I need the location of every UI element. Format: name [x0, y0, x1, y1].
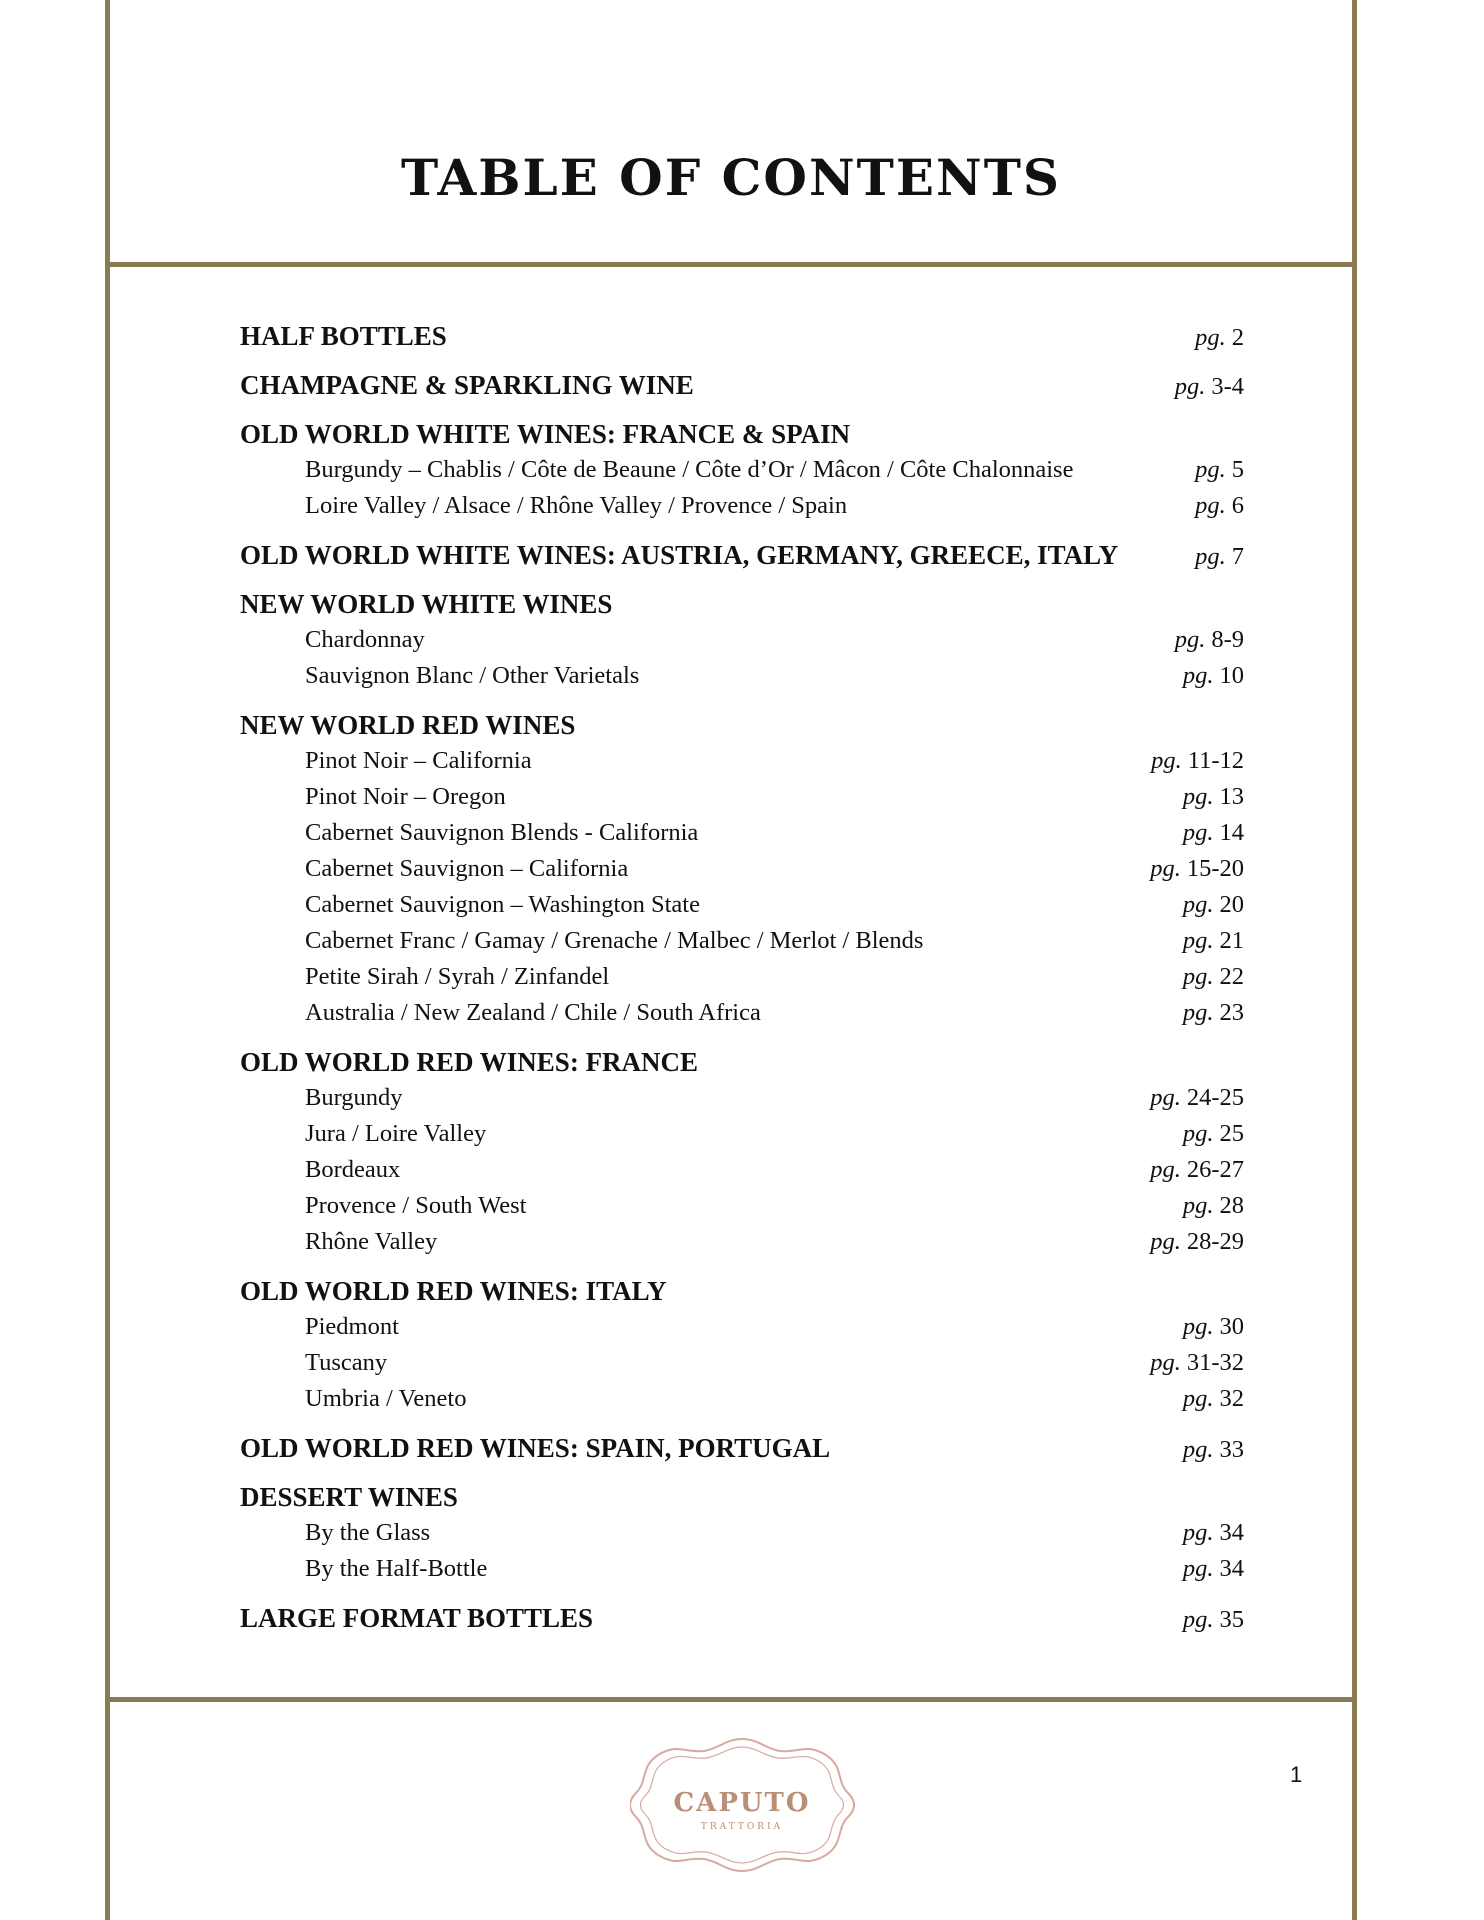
- page-prefix: pg.: [1151, 747, 1182, 774]
- page-reference: [1183, 1309, 1244, 1345]
- page-number-ref: 28-29: [1186, 1228, 1244, 1255]
- page-prefix: pg.: [1182, 783, 1214, 810]
- page-prefix: pg.: [1195, 543, 1226, 570]
- toc-heading-row: [240, 1273, 1244, 1309]
- toc-heading: OLD WORLD WHITE WINES: FRANCE & SPAIN: [240, 419, 851, 449]
- toc-entry: [240, 1381, 1244, 1417]
- toc-heading: HALF BOTTLES: [240, 321, 447, 351]
- toc-entry: [240, 1515, 1244, 1551]
- page-prefix: pg.: [1182, 1519, 1214, 1546]
- page-reference: [1150, 1224, 1244, 1260]
- page-prefix: pg.: [1182, 1313, 1214, 1340]
- page-number-ref: 31-32: [1186, 1349, 1244, 1376]
- toc-entry-label: Piedmont: [305, 1313, 399, 1340]
- toc-entry-label: Umbria / Veneto: [305, 1385, 467, 1412]
- toc-entry: [240, 743, 1244, 779]
- page-prefix: pg.: [1182, 662, 1214, 689]
- toc-heading: OLD WORLD RED WINES: ITALY: [240, 1276, 667, 1306]
- toc-entry: [240, 851, 1244, 887]
- toc-entry-label: Provence / South West: [305, 1192, 527, 1219]
- toc-entry: [240, 658, 1244, 694]
- page-number-ref: 30: [1219, 1313, 1244, 1340]
- toc-entry-label: Pinot Noir – California: [305, 747, 532, 774]
- toc-entry: [240, 1116, 1244, 1152]
- toc-entry: [240, 452, 1244, 488]
- toc-entry: [240, 779, 1244, 815]
- page-number-ref: 23: [1219, 999, 1244, 1026]
- page-number-ref: 32: [1219, 1385, 1244, 1412]
- toc-entry-label: Cabernet Sauvignon – California: [305, 855, 629, 882]
- toc-entry-label: Pinot Noir – Oregon: [305, 783, 506, 810]
- toc-section: [240, 1044, 1244, 1260]
- page-reference: [1150, 851, 1244, 887]
- page-number-ref: 24-25: [1186, 1084, 1244, 1111]
- toc-entry: [240, 1309, 1244, 1345]
- page-number-ref: 7: [1231, 543, 1244, 570]
- page-number-ref: 21: [1219, 927, 1244, 954]
- toc-section: [240, 416, 1244, 524]
- page-number-ref: 35: [1219, 1606, 1244, 1633]
- toc-heading-row: [240, 707, 1244, 743]
- header-divider: [105, 262, 1357, 267]
- page-reference: [1183, 779, 1244, 815]
- page-reference: [1175, 622, 1244, 658]
- toc-entry-label: Loire Valley / Alsace / Rhône Valley / Provence / Spain: [305, 492, 848, 519]
- toc-heading-row: [240, 1479, 1244, 1515]
- toc-section: [240, 586, 1244, 694]
- page-reference: [1195, 320, 1244, 356]
- toc-heading-row: [240, 537, 1244, 573]
- page-number-ref: 10: [1219, 662, 1244, 689]
- page-number-ref: 28: [1219, 1192, 1244, 1219]
- page-number-ref: 25: [1219, 1120, 1244, 1147]
- page-reference: [1183, 923, 1244, 959]
- toc-heading-row: [240, 586, 1244, 622]
- page-reference: [1150, 1345, 1244, 1381]
- toc-entry: [240, 995, 1244, 1031]
- toc-entry: [240, 1188, 1244, 1224]
- toc-entry: [240, 1152, 1244, 1188]
- page-number-ref: 8-9: [1211, 626, 1244, 653]
- toc-entry-label: Cabernet Sauvignon – Washington State: [305, 891, 700, 918]
- toc-entry-label: Bordeaux: [305, 1156, 401, 1183]
- toc-heading-row: [240, 367, 1244, 403]
- toc-heading: NEW WORLD RED WINES: [240, 710, 576, 740]
- page-reference: [1150, 1080, 1244, 1116]
- page-number-ref: 34: [1219, 1555, 1244, 1582]
- page-frame-left: [105, 0, 110, 1920]
- toc-entry: [240, 1345, 1244, 1381]
- page-prefix: pg.: [1174, 373, 1206, 400]
- toc-entry-label: By the Glass: [305, 1519, 431, 1546]
- page-reference: [1183, 1515, 1244, 1551]
- page-reference: [1175, 369, 1244, 405]
- page-prefix: pg.: [1182, 1555, 1214, 1582]
- page-prefix: pg.: [1182, 891, 1214, 918]
- page-prefix: pg.: [1182, 927, 1214, 954]
- page-prefix: pg.: [1182, 1385, 1214, 1412]
- page-number-ref: 3-4: [1211, 373, 1244, 400]
- page-prefix: pg.: [1150, 1228, 1181, 1255]
- toc-heading-row: [240, 1430, 1244, 1466]
- toc-section: [240, 367, 1244, 403]
- page-prefix: pg.: [1150, 1156, 1181, 1183]
- toc-entry-label: Burgundy: [305, 1084, 403, 1111]
- page-prefix: pg.: [1195, 324, 1226, 351]
- toc-entry-label: Jura / Loire Valley: [305, 1120, 487, 1147]
- toc-section: [240, 707, 1244, 1031]
- page-number-ref: 14: [1219, 819, 1244, 846]
- page-prefix: pg.: [1182, 1192, 1214, 1219]
- toc-heading-row: [240, 1044, 1244, 1080]
- toc-entry: [240, 1224, 1244, 1260]
- page-reference: [1150, 1152, 1244, 1188]
- toc-heading: CHAMPAGNE & SPARKLING WINE: [240, 370, 694, 400]
- footer-divider: [105, 1697, 1357, 1702]
- toc-entry-label: By the Half-Bottle: [305, 1555, 488, 1582]
- page-reference: [1183, 1432, 1244, 1468]
- page-reference: [1151, 743, 1244, 779]
- page-number-ref: 20: [1219, 891, 1244, 918]
- page-number-ref: 33: [1219, 1436, 1244, 1463]
- toc-section: [240, 1479, 1244, 1587]
- page-prefix: pg.: [1182, 819, 1214, 846]
- page-number-ref: 34: [1219, 1519, 1244, 1546]
- page-reference: [1183, 658, 1244, 694]
- page-reference: [1183, 815, 1244, 851]
- toc-heading-row: [240, 416, 1244, 452]
- page-number-ref: 13: [1219, 783, 1244, 810]
- toc-entry-label: Petite Sirah / Syrah / Zinfandel: [305, 963, 610, 990]
- toc-entry-label: Cabernet Sauvignon Blends - California: [305, 819, 699, 846]
- page-prefix: pg.: [1174, 626, 1206, 653]
- toc-heading: OLD WORLD RED WINES: SPAIN, PORTUGAL: [240, 1433, 831, 1463]
- toc-entry-label: Chardonnay: [305, 626, 425, 653]
- page-prefix: pg.: [1182, 1436, 1214, 1463]
- toc-entry-label: Australia / New Zealand / Chile / South Africa: [305, 999, 761, 1026]
- toc-heading-row: [240, 1600, 1244, 1636]
- toc-entry: [240, 887, 1244, 923]
- toc-section: [240, 1600, 1244, 1636]
- page-reference: [1183, 1381, 1244, 1417]
- toc-entry-label: Sauvignon Blanc / Other Varietals: [305, 662, 640, 689]
- toc-heading: OLD WORLD RED WINES: FRANCE: [240, 1047, 699, 1077]
- toc-entry-label: Rhône Valley: [305, 1228, 438, 1255]
- page-prefix: pg.: [1195, 456, 1226, 483]
- page-number-ref: 22: [1219, 963, 1244, 990]
- page-reference: [1183, 1188, 1244, 1224]
- page-reference: [1195, 539, 1244, 575]
- page-number: 1: [1290, 1762, 1303, 1787]
- caputo-trattoria-logo: [630, 1735, 855, 1875]
- page-title: TABLE OF CONTENTS: [400, 148, 1062, 207]
- toc-entry: [240, 923, 1244, 959]
- page-prefix: pg.: [1182, 1606, 1214, 1633]
- logo-name: CAPUTO: [673, 1788, 811, 1818]
- toc-entry: [240, 815, 1244, 851]
- page-reference: [1183, 887, 1244, 923]
- page-reference: [1195, 452, 1244, 488]
- toc-entry-label: Burgundy – Chablis / Côte de Beaune / Côte d’Or / Mâcon / Côte Chalonnaise: [305, 456, 1074, 483]
- toc-entry-label: Tuscany: [305, 1349, 388, 1376]
- page-number-ref: 6: [1231, 492, 1244, 519]
- page-reference: [1183, 1551, 1244, 1587]
- toc-heading: LARGE FORMAT BOTTLES: [240, 1603, 594, 1633]
- toc-heading: NEW WORLD WHITE WINES: [240, 589, 613, 619]
- toc-entry: [240, 1551, 1244, 1587]
- toc-section: [240, 318, 1244, 354]
- page-reference: [1183, 995, 1244, 1031]
- toc-entry: [240, 1080, 1244, 1116]
- page-number-ref: 11-12: [1187, 747, 1244, 774]
- toc-heading: DESSERT WINES: [240, 1482, 458, 1512]
- toc-section: [240, 1430, 1244, 1466]
- page-reference: [1183, 1116, 1244, 1152]
- toc-entry: [240, 488, 1244, 524]
- logo-sub: TRATTORIA: [700, 1822, 784, 1832]
- toc-heading-row: [240, 318, 1244, 354]
- page-frame-right: [1352, 0, 1357, 1920]
- page-prefix: pg.: [1150, 855, 1181, 882]
- page-number-ref: 5: [1231, 456, 1244, 483]
- page-reference: [1183, 959, 1244, 995]
- toc-entry-label: Cabernet Franc / Gamay / Grenache / Malbec / Merlot / Blends: [305, 927, 924, 954]
- table-of-contents: [240, 318, 1244, 1649]
- page-prefix: pg.: [1150, 1084, 1181, 1111]
- page-prefix: pg.: [1150, 1349, 1181, 1376]
- page-prefix: pg.: [1195, 492, 1226, 519]
- toc-section: [240, 1273, 1244, 1417]
- toc-section: [240, 537, 1244, 573]
- page-prefix: pg.: [1182, 1120, 1214, 1147]
- toc-entry: [240, 622, 1244, 658]
- page-number-ref: 2: [1231, 324, 1244, 351]
- page-reference: [1183, 1602, 1244, 1638]
- page-prefix: pg.: [1182, 963, 1214, 990]
- toc-entry: [240, 959, 1244, 995]
- page-prefix: pg.: [1182, 999, 1214, 1026]
- page-reference: [1195, 488, 1244, 524]
- page-number-ref: 15-20: [1186, 855, 1244, 882]
- toc-heading: OLD WORLD WHITE WINES: AUSTRIA, GERMANY, GREECE, ITALY: [240, 540, 1119, 570]
- page-number-ref: 26-27: [1186, 1156, 1244, 1183]
